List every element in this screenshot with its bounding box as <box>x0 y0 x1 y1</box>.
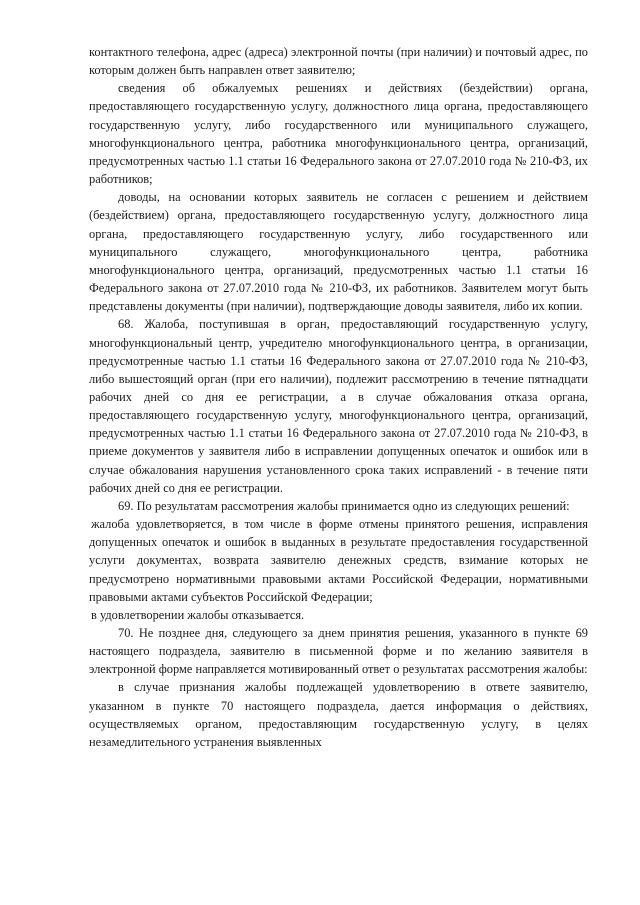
paragraph-contact-info: контактного телефона, адрес (адреса) электронной почты (при наличии) и почтовый адрес, по которым должен быть направлен ответ заявителю; <box>89 45 588 78</box>
paragraph-68: 68. Жалоба, поступившая в орган, предоставляющий государственную услугу, многофункциональный центр, учредителю многофункционального центра, в организации, предусмотренные частью 1.1 статьи 16 Федерального закона от 27.07.2010 года № 210-ФЗ, либо вышестоящий орган (при его наличии), подлежит рассмотрению в течение пятнадцати рабочих дней со дня ее регистрации, а в случае обжалования отказа органа, предоставляющего государственную услугу, многофункционального центра, организаций, предусмотренных частью 1.1 статьи 16 Федерального закона от 27.07.2010 года № 210-ФЗ, в приеме документов у заявителя либо в исправлении допущенных опечаток и ошибок или в случае обжалования нарушения установленного срока таких исправлений - в течение пяти рабочих дней со дня ее регистрации. <box>89 317 588 495</box>
paragraph-arguments: доводы, на основании которых заявитель не согласен с решением и действием (бездействием) органа, предоставляющего государственную услугу, должностного лица органа, предоставляющего государственную услугу, либо государственного или муниципального служащего, многофункционального центра, работника многофункционального центра, организаций, предусмотренных частью 1.1 статьи 16 Федерального закона от 27.07.2010 года № 210-ФЗ, их работников. Заявителем могут быть представлены документы (при наличии), подтверждающие доводы заявителя, либо их копии. <box>89 190 588 314</box>
paragraph-70: 70. Не позднее дня, следующего за днем принятия решения, указанного в пункте 69 настоящего подраздела, заявителю в письменной форме и по желанию заявителя в электронной форме направляется мотивированный ответ о результатах рассмотрения жалобы: <box>89 626 588 677</box>
paragraph-satisfaction-response: в случае признания жалобы подлежащей удовлетворению в ответе заявителю, указанном в пункте 70 настоящего подраздела, дается информация о действиях, осуществляемых органом, предоставляющим государственную услугу, в целях незамедлительного устранения выявленных <box>89 680 588 749</box>
paragraph-complaint-satisfied: жалоба удовлетворяется, в том числе в форме отмены принятого решения, исправления допущенных опечаток и ошибок в выданных в результате предоставления государственной услуги документах, возврата заявителю денежных средств, взимание которых не предусмотрено нормативными правовыми актами Российской Федерации, нормативными правовыми актами субъектов Российской Федерации; <box>89 517 588 604</box>
paragraph-69: 69. По результатам рассмотрения жалобы принимается одно из следующих решений: <box>118 498 570 513</box>
document-body <box>89 43 588 751</box>
paragraph-complaint-rejected: в удовлетворении жалобы отказывается. <box>91 607 305 622</box>
paragraph-appealed-decisions: сведения об обжалуемых решениях и действиях (бездействии) органа, предоставляющего государственную услугу, должностного лица органа, предоставляющего государственную услугу, либо государственного или муниципального служащего, многофункционального центра, работника многофункционального центра, организаций, предусмотренных частью 1.1 статьи 16 Федерального закона от 27.07.2010 года № 210-ФЗ, их работников; <box>89 81 588 187</box>
